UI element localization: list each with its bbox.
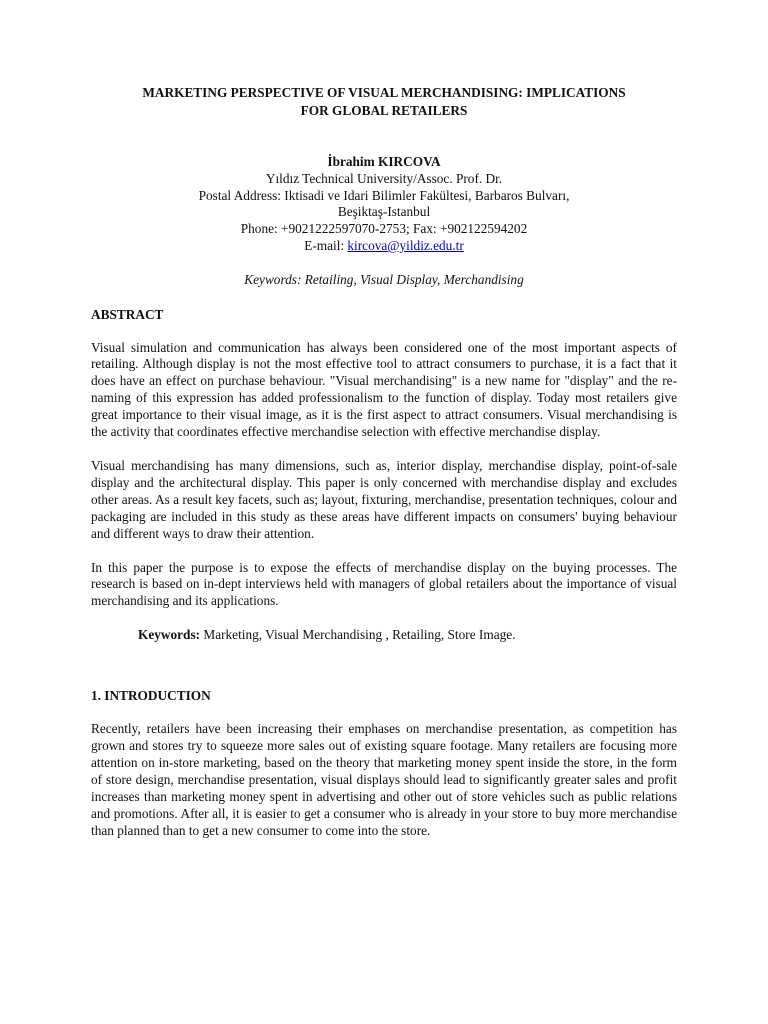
- abstract-keywords: [91, 627, 677, 644]
- email-line: [91, 238, 677, 255]
- abstract-heading: ABSTRACT: [91, 306, 164, 322]
- email-link[interactable]: kircova@yildiz.edu.tr: [347, 237, 464, 253]
- abstract-paragraph-1: Visual simulation and communication has always been considered one of the most important aspects of retailing. Although display is not the most effective tool to attract consumers to purchase, it is a fact that it does have an effect on purchase behaviour. "Visual merchandising" is a new name for "display" and the re-naming of this expression has added professionalism to the function of display. Today most retailers give great importance to their visual image, as it is the first aspect to attract consumers. Visual merchandising is the activity that coordinates effective merchandise selection with effective merchandise display.: [91, 339, 677, 440]
- paper-title-line-2: FOR GLOBAL RETAILERS: [300, 103, 468, 118]
- abstract-paragraph-3: In this paper the purpose is to expose the effects of merchandise display on the buying processes. The research is based on in-dept interviews held with managers of global retailers about the importance of visual merchandising and its applications.: [91, 559, 677, 609]
- email-label: E-mail:: [304, 237, 348, 253]
- author-block: [91, 154, 677, 255]
- paper-title: [91, 84, 677, 120]
- introduction-paragraph: Recently, retailers have been increasing their emphases on merchandise presentation, as competition has grown and stores try to squeeze more sales out of existing square footage. Many retailers are focusing more attention on in-store marketing, based on the theory that marketing money spent inside the store, in the form of store design, merchandise presentation, visual displays should lead to significantly greater sales and profit increases than marketing money spent in advertising and other out of store vehicles such as public relations and promotions. After all, it is easier to get a consumer who is already in your store to buy more merchandise than planned than to get a new consumer to come into the store.: [91, 721, 677, 838]
- author-affiliation: Yıldız Technical University/Assoc. Prof. Dr.: [265, 170, 503, 186]
- postal-address-line-1: Postal Address: Iktisadi ve Idari Bilimler Fakültesi, Barbaros Bulvarı,: [198, 187, 570, 203]
- paper-title-line-1: MARKETING PERSPECTIVE OF VISUAL MERCHANDISING: IMPLICATIONS: [142, 85, 626, 100]
- abstract-keywords-label: Keywords:: [138, 627, 201, 643]
- abstract-keywords-text: Marketing, Visual Merchandising , Retailing, Store Image.: [200, 627, 516, 643]
- phone-fax: Phone: +9021222597070-2753; Fax: +902122594202: [240, 221, 528, 237]
- postal-address-line-2: Beşiktaş-Istanbul: [337, 204, 431, 220]
- abstract-paragraph-2: Visual merchandising has many dimensions, such as, interior display, merchandise display, point-of-sale display and the architectural display. This paper is only concerned with merchandise display and excludes other areas. As a result key facets, such as; layout, fixturing, merchandise, presentation techniques, colour and packaging are included in this study as these areas have different impacts on consumers' buying behaviour and different ways to draw their attention.: [91, 458, 677, 541]
- introduction-heading: 1. INTRODUCTION: [91, 688, 211, 704]
- keywords-header: Keywords: Retailing, Visual Display, Merchandising: [244, 271, 524, 287]
- paper-page: [91, 84, 677, 840]
- author-name: İbrahim KIRCOVA: [327, 154, 441, 169]
